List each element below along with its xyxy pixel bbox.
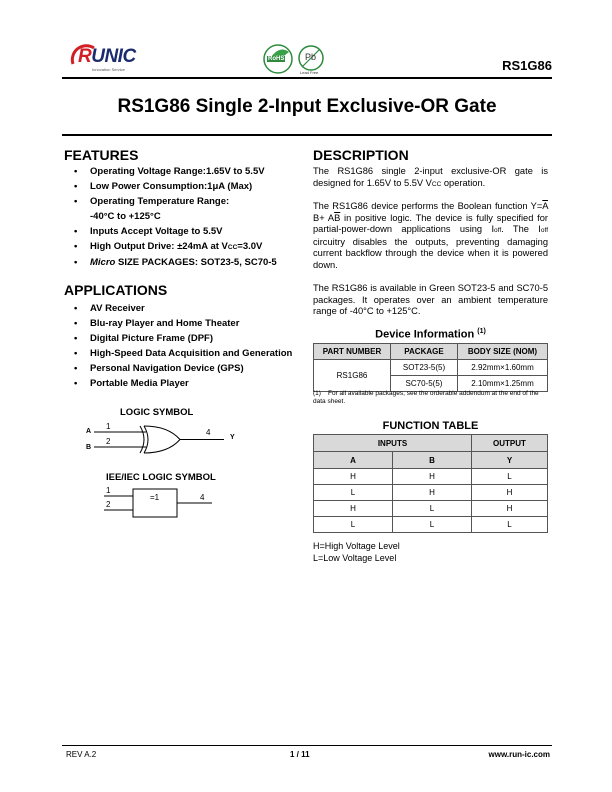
page-title: RS1G86 Single 2-Input Exclusive-OR Gate (117, 96, 497, 117)
function-table-caption: FUNCTION TABLE (382, 420, 479, 432)
table-cell: H (314, 469, 393, 485)
legend-high: H=High Voltage Level (313, 541, 400, 551)
column-header: PACKAGE (391, 344, 458, 360)
list-item: • Inputs Accept Voltage to 5.5V (64, 224, 304, 239)
rohs-label: RoHS (268, 56, 285, 62)
applications-heading: APPLICATIONS (64, 282, 168, 298)
list-item: • Operating Voltage Range:1.65V to 5.5V (64, 164, 304, 179)
device-info-caption: Device Information $^{(1)}$ (375, 328, 486, 341)
description-paragraph-2: The RS1G86 device performs the Boolean function $Y=\overline{A}$ $B+ A\overline{B}$ in positive logic. The device is fully specified for partial-power-down applications using Ioff. The Ioff circuitry disables the outputs, preventing damaging current backflow through the device when it is powered down. (313, 201, 548, 270)
list-item: • Micro SIZE PACKAGES: SOT23-5, SC70-5 (64, 255, 304, 270)
table-cell: 2.92mm×1.60mm (458, 360, 548, 376)
iec-box-label: =1 (150, 493, 160, 502)
applications-list (64, 301, 314, 391)
compliance-badges (262, 42, 328, 76)
table-cell: L (472, 517, 548, 533)
list-item: • Operating Temperature Range: (64, 194, 304, 209)
list-item: • Blu-ray Player and Home Theater (64, 316, 314, 331)
table-row (314, 501, 548, 517)
pin-number-2: 2 (106, 437, 111, 446)
table-cell: RS1G86 (314, 360, 391, 392)
pin-number-4: 4 (200, 493, 205, 502)
table-cell: L (314, 485, 393, 501)
table-cell: H (393, 469, 472, 485)
pin-label-a: A (86, 428, 92, 435)
pin-label-y: Y (230, 434, 235, 441)
iec-symbol (100, 484, 220, 524)
company-logo (70, 42, 140, 76)
list-item: • High-Speed Data Acquisition and Generation (64, 346, 314, 361)
table-cell: H (393, 485, 472, 501)
logo-wordmark: RUNIC (78, 46, 136, 67)
table-cell: L (314, 517, 393, 533)
table-cell: H (314, 501, 393, 517)
device-info-footnote: (1) For all available packages, see the orderable addendum at the end of the data sheet. (313, 390, 539, 405)
list-item: -40°C to +125°C (90, 211, 161, 222)
iec-symbol-title: IEE/IEC LOGIC SYMBOL (106, 472, 216, 483)
description-paragraph-3: The RS1G86 is available in Green SOT23-5 and SC70-5 packages. It operates over an ambient temperature range of -40°C to +125°C. (313, 283, 548, 317)
table-cell: H (472, 485, 548, 501)
pb-label: Pb (305, 52, 317, 62)
column-header: B (393, 452, 472, 469)
device-info-table (313, 343, 548, 392)
header-rule (62, 77, 552, 79)
lead-free-label: Lead Free (300, 70, 319, 75)
table-row (314, 517, 548, 533)
column-group-header: OUTPUT (472, 435, 548, 452)
column-header: PART NUMBER (314, 344, 391, 360)
table-cell: L (472, 469, 548, 485)
logic-symbol (84, 420, 244, 460)
table-row (314, 485, 548, 501)
table-row (314, 469, 548, 485)
table-cell: SOT23-5(5) (391, 360, 458, 376)
logo-tagline: Innovation Service (92, 67, 125, 72)
list-item: • Portable Media Player (64, 376, 314, 391)
pin-number-1: 1 (106, 486, 111, 495)
table-row (314, 360, 548, 376)
features-heading: FEATURES (64, 147, 139, 163)
footer-rule (62, 745, 552, 746)
pin-number-1: 1 (106, 422, 111, 431)
footer-page-number: 1 / 11 (290, 750, 310, 759)
function-table-legend (313, 540, 400, 564)
table-header-row (314, 435, 548, 452)
list-item: • Digital Picture Frame (DPF) (64, 331, 314, 346)
column-header: Y (472, 452, 548, 469)
list-item: • High Output Drive: ±24mA at VCC=3.0V (64, 239, 304, 255)
iec-xor-box-icon (100, 484, 220, 524)
pin-label-b: B (86, 444, 92, 451)
table-cell: L (393, 501, 472, 517)
list-item: • AV Receiver (64, 301, 314, 316)
table-cell: L (393, 517, 472, 533)
logic-symbol-title: LOGIC SYMBOL (120, 407, 194, 418)
list-item: • Low Power Consumption:1μA (Max) (64, 179, 304, 194)
column-header: A (314, 452, 393, 469)
description-paragraph-1: The RS1G86 single 2-input exclusive-OR gate is designed for 1.65V to 5.5V VCC operation. (313, 166, 548, 188)
list-item: • Personal Navigation Device (GPS) (64, 361, 314, 376)
features-list (64, 164, 304, 270)
pin-number-2: 2 (106, 500, 111, 509)
table-header-row (314, 344, 548, 360)
function-table (313, 434, 548, 533)
footer-url[interactable]: www.run-ic.com (488, 750, 550, 759)
table-header-row (314, 452, 548, 469)
description-heading: DESCRIPTION (313, 147, 409, 163)
legend-low: L=Low Voltage Level (313, 553, 397, 563)
header-part-number: RS1G86 (502, 58, 552, 73)
pin-number-4: 4 (206, 428, 211, 437)
column-header: BODY SIZE (NOM) (458, 344, 548, 360)
title-rule (62, 134, 552, 136)
column-group-header: INPUTS (314, 435, 472, 452)
table-cell: H (472, 501, 548, 517)
footer-revision: REV A.2 (66, 750, 97, 759)
table-cell: SC70-5(5) (391, 376, 458, 392)
table-cell: 2.10mm×1.25mm (458, 376, 548, 392)
